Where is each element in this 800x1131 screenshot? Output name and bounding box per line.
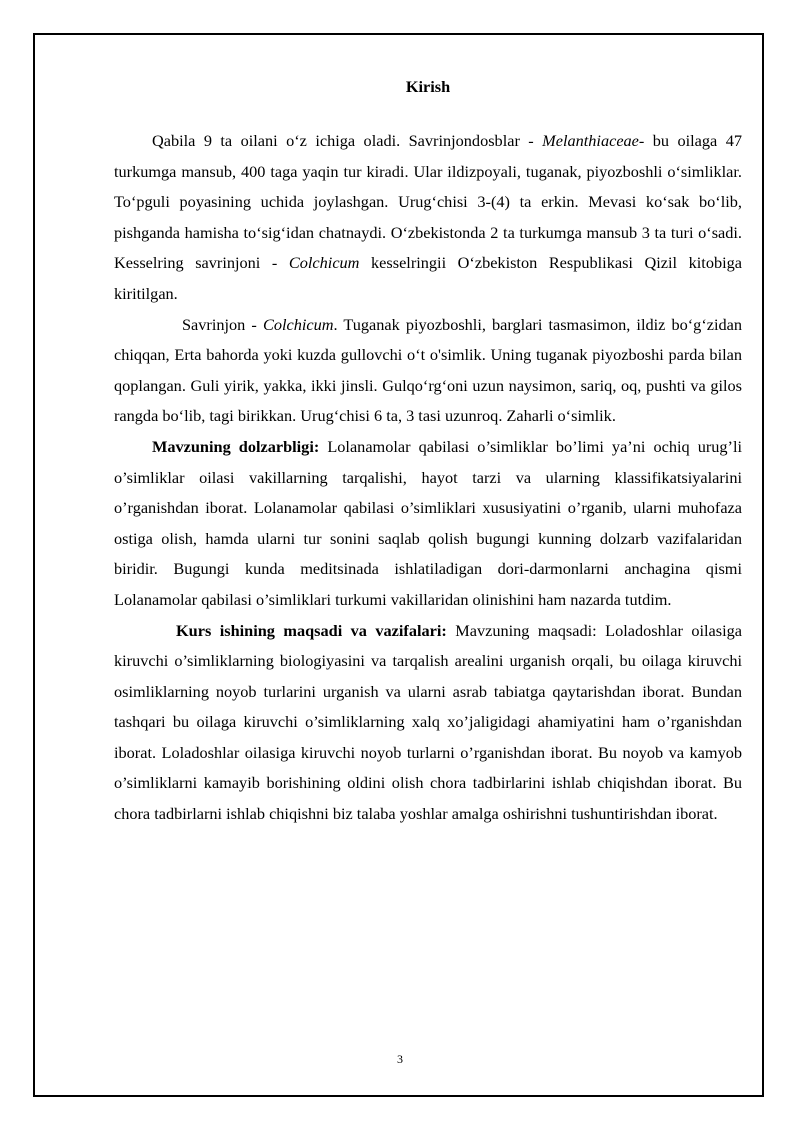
document-body	[114, 72, 742, 830]
latin-name-colchicum: Colchicum	[288, 253, 360, 273]
paragraph-savrinjon	[114, 310, 742, 432]
goals-text: Mavzuning maqsadi: Loladoshlar oilasiga kiruvchi o’simliklarning biologiyasini va tarqalish arealini urganish orqali, bu oilaga kiruvchi osimliklarning noyob turlarini urganish va ularni asrab tabiatga qaytarishdan iborat. Bundan tashqari bu oilaga kiruvchi o’simliklarning xalq xo’jaligidagi ahamiyatini ham o’rganishdan iborat. Loladoshlar oilasiga kiruvchi noyob turlarni o’rganishdan iborat. Bu noyob va kamyob o’simliklarni kamayib borishining oldini olish chora tadbirlarini ishlab chiqishdan iborat. Bu chora tadbirlarni ishlab chiqishni biz talaba yoshlar amalga oshirishni tushuntirishdan iborat.	[114, 620, 742, 824]
paragraph-savrinjon-text-2: . Tuganak piyozboshli, barglari tasmasimon, ildiz bo‘g‘zidan chiqqan, Erta bahorda yoki kuzda gullovchi o‘t o'simlik. Uning tuganak piyozboshi parda bilan qoplangan. Guli yirik, yakka, ikki jinsli. Gulqo‘rg‘oni uzun naysimon, sariq, oq, pushti va gilos rangda bo‘lib, tagi birikkan. Urug‘chisi 6 ta, 3 tasi uzunroq. Zaharli o‘simlik.	[114, 314, 742, 426]
paragraph-intro-text-2: - bu oilaga 47 turkumga mansub, 400 taga yaqin tur kiradi. Ular ildizpoyali, tuganak, piyozboshli o‘simliklar. To‘pguli poyasining uchida joylashgan. Urug‘chisi 3-(4) ta erkin. Mevasi ko‘sak bo‘lib, pishganda hamisha to‘sig‘idan chatnaydi. O‘zbekistonda 2 ta turkumga mansub 3 ta turi o‘sadi. Kesselring savrinjoni -	[114, 131, 742, 273]
relevance-heading: Mavzuning dolzarbligi:	[152, 436, 320, 456]
relevance-text: Lolanamolar qabilasi o’simliklar bo’limi ya’ni ochiq urug’li o’simliklar oilasi vakillarning tarqalishi, hayot tarzi va ularning klassifikatsiyalarini o’rganishdan iborat. Lolanamolar qabilasi o’simliklari xususiyatini o’rganib, ularni muhofaza ostiga olish, hamda ularni tur sonini saqlab qolish bugungi kunning dolzarb vazifalaridan biridir. Bugungi kunda meditsinada ishlatiladigan dori-darmonlarni anchagina qismi Lolanamolar qabilasi o’simliklari turkumi vakillaridan olinishini ham nazarda tutdim.	[114, 436, 742, 609]
paragraph-intro-text-3: kesselringii O‘zbekiston Respublikasi Qizil kitobiga kiritilgan.	[114, 253, 742, 303]
paragraph-goals	[114, 616, 742, 830]
paragraph-intro-text-1: Qabila 9 ta oilani o‘z ichiga oladi. Savrinjondosblar -	[152, 131, 543, 150]
goals-heading: Kurs ishining maqsadi va vazifalari:	[176, 620, 447, 640]
page-number: 3	[397, 1052, 403, 1066]
latin-name-melanthiaceae: Melanthiaceae	[542, 131, 639, 150]
paragraph-intro	[114, 126, 742, 310]
paragraph-relevance	[114, 432, 742, 616]
latin-name-colchicum-2: Colchicum	[262, 314, 334, 334]
paragraph-savrinjon-text-1: Savrinjon -	[182, 314, 263, 334]
document-title: Kirish	[405, 77, 451, 96]
